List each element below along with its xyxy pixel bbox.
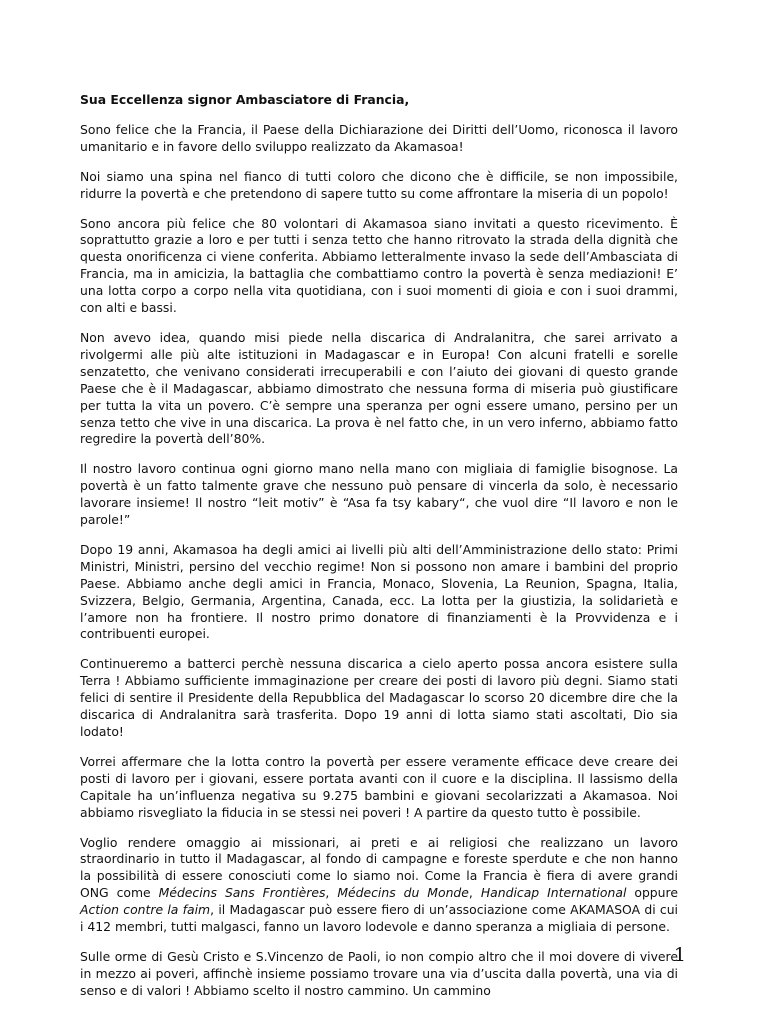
org-name-action-contre-la-faim: Action contre la faim [80,902,211,918]
paragraph-3: Sono ancora più felice che 80 volontari di Akamasoa siano invitati a questo ricevimento. È soprattutto grazie a loro e per tutti i senza tetto che hanno ritrovato la strada della dignità che questa onorificenza ci viene conferita. Abbiamo letteralmente invaso la sede dell’Ambasciata di Francia, ma in amicizia, la battaglia che combattiamo contro la povertà è senza mediazioni! E’ una lotta corpo a corpo nella vita quotidiana, con i suoi momenti di gioia e con i suoi drammi, con alti e bassi. [80,215,678,316]
paragraph-8: Vorrei affermare che la lotta contro la povertà per essere veramente efficace deve creare dei posti di lavoro per i giovani, essere portata avanti con il cuore e la disciplina. Il lassismo della Capitale ha un’influenza negativa su 9.275 bambini e giovani secolarizzati a Akamasoa. Noi abbiamo risvegliato la fiducia in se stessi nei poveri ! A partire da questo tutto è possibile. [80,753,678,820]
paragraph-9-text-end: , il Madagascar può essere fiero di un’associazione come AKAMASOA di cui i 412 membri, tutti malgasci, fanno un lavoro lodevole e danno speranza a migliaia di persone. [80,902,679,935]
letter-body [80,92,678,1013]
org-name-handicap-international: Handicap International [480,885,627,901]
paragraph-6: Dopo 19 anni, Akamasoa ha degli amici ai livelli più alti dell’Amministrazione dello stato: Primi Ministri, Ministri, persino del vecchio regime! Non si possono non amare i bambini del proprio Paese. Abbiamo anche degli amici in Francia, Monaco, Slovenia, La Reunion, Spagna, Italia, Svizzera, Belgio, Germania, Argentina, Canada, ecc. La lotta per la giustizia, la solidarietà e l’amore non ha frontiere. Il nostro primo donatore di finanziamenti è la Provvidenza e i contribuenti europei. [80,541,678,642]
paragraph-4: Non avevo idea, quando misi piede nella discarica di Andralanitra, che sarei arrivato a rivolgermi alle più alte istituzioni in Madagascar e in Europa! Con alcuni fratelli e sorelle senzatetto, che venivano considerati irrecuperabili e con l’aiuto dei giovani di questo grande Paese che è il Madagascar, abbiamo dimostrato che nessuna forma di miseria può giustificare per tutta la vita un povero. C’è sempre una speranza per ogni essere umano, persino per un senza tetto che vive in una discarica. La prova è nel fatto che, in un vero inferno, abbiamo fatto regredire la povertà dell’80%. [80,329,678,447]
separator: oppure [626,885,678,901]
paragraph-9 [80,835,678,936]
separator: , [468,885,481,901]
paragraph-7: Continueremo a batterci perchè nessuna discarica a cielo aperto possa ancora esistere sulla Terra ! Abbiamo sufficiente immaginazione per creare dei posti di lavoro più degni. Siamo stati felici di sentire il Presidente della Repubblica del Madagascar lo scorso 20 dicembre dire che la discarica di Andralanitra sarà trasferita. Dopo 19 anni di lotta siamo stati ascoltati, Dio sia lodato! [80,656,678,739]
salutation: Sua Eccellenza signor Ambasciatore di Francia, [80,92,410,107]
paragraph-9-text-start: Voglio rendere omaggio ai missionari, ai preti e ai religiosi che realizzano un lavoro straordinario in tutto il Madagascar, al fondo di campagne e foreste sperdute e che non hanno la possibilità di essere conosciuti come lo siamo noi. Come la Francia è fiera di avere grandi ONG come [80,834,678,901]
paragraph-5: Il nostro lavoro continua ogni giorno mano nella mano con migliaia di famiglie bisognose. La povertà è un fatto talmente grave che nessuno può pensare di vincerla da solo, è necessario lavorare insieme! Il nostro “leit motiv” è “Asa fa tsy kabary“, che vuol dire “Il lavoro e non le parole!” [80,461,678,528]
paragraph-1: Sono felice che la Francia, il Paese della Dichiarazione dei Diritti dell’Uomo, riconosca il lavoro umanitario e in favore dello sviluppo realizzato da Akamasoa! [80,121,678,154]
separator: , [325,885,338,901]
org-name-mdm: Médecins du Monde [337,885,469,901]
page-number: 1 [673,944,686,966]
org-name-msf: Médecins Sans Frontières [158,885,326,901]
paragraph-10: Sulle orme di Gesù Cristo e S.Vincenzo de Paoli, io non compio altro che il moi dovere di vivere in mezzo ai poveri, affinchè insieme possiamo trovare una via d’uscita dalla povertà, una via di senso e di valori ! Abbiamo scelto il nostro cammino. Un cammino [80,948,678,998]
paragraph-2: Noi siamo una spina nel fianco di tutti coloro che dicono che è difficile, se non impossibile, ridurre la povertà e che pretendono di sapere tutto su come affrontare la miseria di un popolo! [80,168,678,201]
